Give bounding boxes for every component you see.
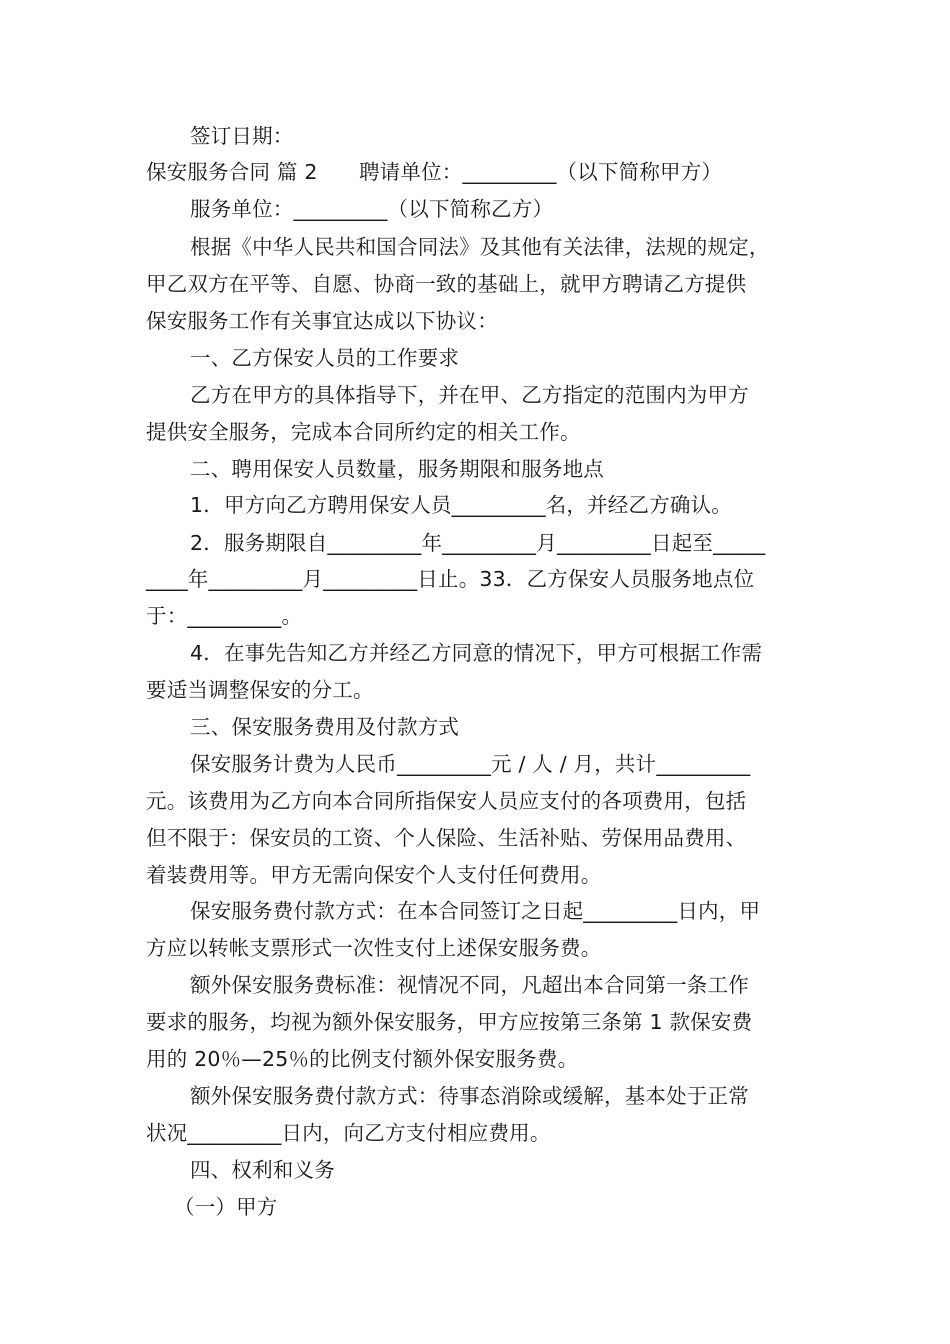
clause-line: 于：_________。 xyxy=(146,604,303,628)
paragraph-line: 提供安全服务，完成本合同所约定的相关工作。 xyxy=(146,420,581,444)
paragraph-line: 根据《中华人民共和国合同法》及其他有关法律，法规的规定， xyxy=(190,235,770,259)
paragraph-line: 保安服务计费为人民币_________元 / 人 / 月，共计_________ xyxy=(190,752,751,776)
clause-line: 4．在事先告知乙方并经乙方同意的情况下，甲方可根据工作需 xyxy=(190,641,763,665)
section-heading: 二、聘用保安人员数量，服务期限和服务地点 xyxy=(190,457,604,481)
paragraph-line: 着装费用等。甲方无需向保安个人支付任何费用。 xyxy=(146,863,602,887)
paragraph-line: 要求的服务，均视为额外保安服务，甲方应按第三条第 1 款保安费 xyxy=(146,1010,753,1034)
paragraph-line: 但不限于：保安员的工资、个人保险、生活补贴、劳保用品费用、 xyxy=(146,826,747,850)
clause-line: 要适当调整保安的分工。 xyxy=(146,678,374,702)
clause-line: ____年_________月_________日止。33．乙方保安人员服务地点位 xyxy=(146,567,755,591)
service-unit-line: 服务单位：_________（以下简称乙方） xyxy=(190,197,554,221)
paragraph-line: 甲乙双方在平等、自愿、协商一致的基础上，就甲方聘请乙方提供 xyxy=(146,272,747,296)
paragraph-line: 乙方在甲方的具体指导下，并在甲、乙方指定的范围内为甲方 xyxy=(190,383,749,407)
contract-header-line: 保安服务合同 篇 2 聘请单位：_________（以下简称甲方） xyxy=(146,160,723,184)
paragraph-line: 额外保安服务费标准：视情况不同，凡超出本合同第一条工作 xyxy=(190,973,749,997)
section-heading: 一、乙方保安人员的工作要求 xyxy=(190,346,460,370)
section-heading: 四、权利和义务 xyxy=(190,1158,335,1182)
paragraph-line: 元。该费用为乙方向本合同所指保安人员应支付的各项费用，包括 xyxy=(146,789,747,813)
paragraph-line: 保安服务工作有关事宜达成以下协议： xyxy=(146,309,498,333)
clause-line: 1．甲方向乙方聘用保安人员_________名，并经乙方确认。 xyxy=(190,493,732,517)
paragraph-line: 状况_________日内，向乙方支付相应费用。 xyxy=(146,1121,551,1145)
paragraph-line: 方应以转帐支票形式一次性支付上述保安服务费。 xyxy=(146,936,602,960)
clause-line: 2．服务期限自_________年_________月_________日起至_____ xyxy=(190,531,766,555)
paragraph-line: 用的 20％—25％的比例支付额外保安服务费。 xyxy=(146,1047,579,1071)
paragraph-line: 额外保安服务费付款方式：待事态消除或缓解，基本处于正常 xyxy=(190,1084,749,1108)
paragraph-line: 保安服务费付款方式：在本合同签订之日起_________日内，甲 xyxy=(190,899,761,923)
sign-date-line: 签订日期： xyxy=(190,124,294,148)
section-heading: 三、保安服务费用及付款方式 xyxy=(190,715,460,739)
subsection-heading: （一）甲方 xyxy=(174,1195,278,1219)
